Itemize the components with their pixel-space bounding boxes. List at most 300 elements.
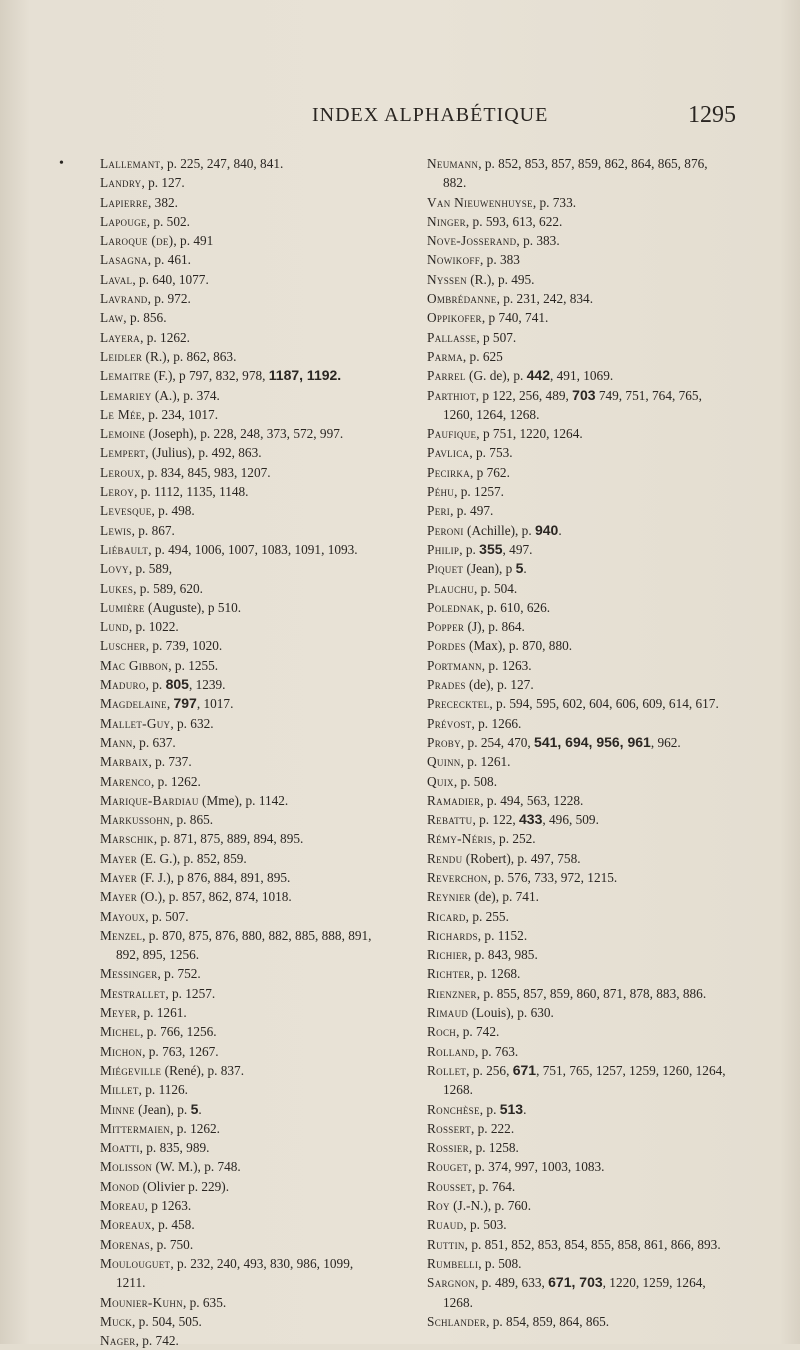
index-entry [100, 347, 382, 366]
index-entry [427, 1215, 727, 1234]
index-entry [427, 308, 727, 327]
index-entry [100, 1196, 382, 1215]
entry-pages: , [166, 696, 174, 712]
entry-name: Mittermaien [100, 1120, 171, 1136]
index-entry [100, 521, 382, 540]
entry-pages: , p. 1126. [138, 1082, 188, 1098]
entry-name: Rémy-Néris [427, 831, 493, 847]
entry-pages: , p. 231, 242, 834. [496, 291, 594, 307]
index-entry [427, 1196, 727, 1215]
index-entry [100, 482, 382, 501]
index-entry [427, 250, 727, 269]
entry-pages: , p. 593, 613, 622. [465, 213, 563, 229]
index-entry [100, 501, 382, 520]
index-entry [427, 1177, 727, 1196]
index-entry [100, 1254, 382, 1293]
entry-name: Lemariey [100, 387, 152, 403]
entry-name: Landry [100, 175, 142, 191]
entry-name: Menzel [100, 927, 143, 943]
index-entry [427, 443, 727, 462]
index-entry [427, 810, 727, 829]
index-entry [427, 849, 727, 868]
entry-name: Ruaud [427, 1217, 464, 1233]
entry-pages: , (Julius), p. 492, 863. [145, 445, 262, 461]
index-entry [100, 1215, 382, 1234]
entry-name: Layera [100, 329, 141, 345]
entry-name: Mayer [100, 869, 137, 885]
index-entry [427, 540, 727, 559]
entry-pages: , p. 504, 505. [132, 1313, 202, 1329]
index-entry [427, 579, 727, 598]
entry-pages: , p. 383. [516, 233, 560, 249]
entry-name: Neumann [427, 156, 479, 171]
entry-pages: , p. [479, 1101, 500, 1117]
entry-name: Ronchèse [427, 1101, 480, 1117]
entry-pages: , p. 1268. [470, 966, 521, 982]
entry-pages: , 382. [148, 194, 178, 210]
entry-name: Nowikoff [427, 252, 481, 268]
entry-pages: (Max), p. 870, 880. [465, 638, 573, 654]
entry-pages: , p. 1266. [471, 715, 522, 731]
entry-pages: (de), p. 127. [465, 677, 534, 693]
entry-pages: , p. 458. [151, 1217, 195, 1233]
index-entry [100, 308, 382, 327]
entry-pages-after: , 1220, 1259, 1264, 1268. [443, 1275, 706, 1310]
index-entry [427, 791, 727, 810]
entry-name: Pecirka [427, 464, 470, 480]
entry-name: Mounier-Kuhn [100, 1294, 183, 1310]
entry-name: Mayoux [100, 908, 146, 924]
entry-name: Maduro [100, 677, 146, 693]
entry-pages: , p. 764. [471, 1178, 516, 1194]
index-entry [427, 829, 727, 848]
entry-pages: , p. 870, 875, 876, 880, 882, 885, 888, 891, 892, 895, 1256. [116, 927, 372, 963]
index-entry [100, 1100, 382, 1119]
entry-pages: , p. 635. [182, 1294, 227, 1310]
entry-pages: , p. 640, 1077. [132, 271, 209, 287]
entry-pages: , p. 742. [456, 1024, 500, 1040]
entry-name: Lewis [100, 522, 132, 538]
index-entry [427, 424, 727, 443]
entry-bold-pages: 355 [479, 540, 503, 557]
index-entry [427, 868, 727, 887]
entry-pages: (Joseph), p. 228, 248, 373, 572, 997. [145, 426, 344, 442]
entry-name: Roch [427, 1024, 457, 1040]
entry-pages: , p. 835, 989. [139, 1140, 210, 1156]
index-entry [427, 501, 727, 520]
index-entry [100, 733, 382, 752]
entry-pages: , p 740, 741. [481, 310, 549, 326]
entry-name: Pavlica [427, 445, 470, 461]
index-entry [100, 579, 382, 598]
index-entry [427, 907, 727, 926]
entry-pages: , p. 504. [474, 580, 518, 596]
index-entry [427, 656, 727, 675]
entry-pages: , p. 225, 247, 840, 841. [160, 156, 284, 171]
index-entry [100, 173, 382, 192]
index-entry [427, 347, 727, 366]
entry-pages: , p. 1262. [140, 329, 190, 345]
entry-pages: , p. 589, [128, 561, 173, 577]
index-entry [100, 1312, 382, 1331]
entry-pages: (de), p. 741. [470, 889, 539, 905]
index-entry [427, 386, 727, 425]
entry-pages: , p. 1262. [170, 1120, 220, 1136]
index-entry [100, 366, 382, 385]
entry-name: Proby [427, 734, 461, 750]
entry-pages: , p. 852, 853, 857, 859, 862, 864, 865, 876, 882. [443, 156, 708, 191]
index-entry [100, 1177, 382, 1196]
entry-pages: , p. 507. [145, 908, 189, 924]
entry-pages: (R.), p. 862, 863. [142, 348, 237, 364]
entry-name: Lumière [100, 599, 145, 615]
index-entry [427, 694, 727, 713]
index-entry [100, 926, 382, 965]
entry-name: Meyer [100, 1005, 137, 1021]
index-entry [100, 386, 382, 405]
entry-pages-after: . [558, 522, 562, 538]
entry-name: Marenco [100, 773, 151, 789]
entry-pages: , p. 234, 1017. [141, 406, 219, 422]
entry-pages-after: , 1017. [196, 696, 234, 712]
running-title: INDEX ALPHABÉTIQUE [312, 104, 549, 126]
entry-pages: , p. 855, 857, 859, 860, 871, 878, 883, 886. [476, 985, 707, 1001]
index-entry [427, 289, 727, 308]
entry-name: Liébault [100, 541, 149, 557]
entry-pages: , p. 737. [148, 754, 192, 770]
entry-name: Lavrand [100, 291, 148, 307]
index-entry [100, 1119, 382, 1138]
entry-bold-pages: 1187, 1192. [268, 367, 342, 384]
index-entry [100, 694, 382, 713]
entry-pages: , p. 232, 240, 493, 830, 986, 1099, 1211. [116, 1255, 354, 1291]
entry-name: Morenas [100, 1236, 150, 1252]
index-entry [427, 617, 727, 636]
entry-pages: , p. 594, 595, 602, 604, 606, 609, 614, 617. [489, 696, 719, 712]
entry-bold-pages: 805 [165, 676, 189, 693]
index-entry [100, 772, 382, 791]
entry-name: Oppikofer [427, 310, 482, 326]
entry-pages: , p. 508. [478, 1255, 522, 1271]
entry-pages: (R.), p. 495. [466, 271, 535, 287]
entry-pages: , p. 753. [469, 445, 513, 461]
entry-pages: , p 751, 1220, 1264. [476, 426, 583, 442]
entry-pages: , p. [459, 541, 480, 557]
index-entry [427, 1022, 727, 1041]
entry-pages-after: . [523, 561, 527, 577]
entry-pages-after: . [198, 1101, 202, 1117]
entry-name: Ramadier [427, 792, 481, 808]
entry-pages: , p. 222. [470, 1120, 515, 1136]
entry-pages: , p. 871, 875, 889, 894, 895. [153, 831, 304, 847]
index-entry [427, 636, 727, 655]
entry-name: Moatti [100, 1140, 140, 1156]
index-entry [100, 1022, 382, 1041]
entry-pages: , p. 508. [453, 773, 498, 789]
entry-pages: , p. 610, 626. [480, 599, 551, 615]
index-entry [100, 212, 382, 231]
entry-name: Quinn [427, 754, 461, 770]
index-entry [427, 154, 727, 193]
index-entry [427, 984, 727, 1003]
index-entry [100, 1061, 382, 1080]
entry-name: Mayer [100, 850, 137, 866]
entry-name: Law [100, 310, 124, 326]
entry-name: Le Mée [100, 406, 142, 422]
index-entry [100, 714, 382, 733]
entry-pages: , p. 637. [132, 734, 176, 750]
entry-pages: , p. 491 [173, 233, 214, 249]
entry-pages: , p. 252. [492, 831, 536, 847]
entry-name: Ruttin [427, 1236, 465, 1252]
entry-name: Peroni [427, 522, 464, 538]
index-entry [427, 675, 727, 694]
index-entry [427, 1157, 727, 1176]
entry-name: Lallemant [100, 156, 161, 171]
entry-pages: , p. 843, 985. [467, 947, 538, 963]
entry-name: Richier [427, 947, 468, 963]
entry-name: Lasagna [100, 252, 148, 268]
entry-pages-after: , 496, 509. [542, 812, 599, 828]
entry-name: Millet [100, 1082, 139, 1098]
index-entry [427, 1254, 727, 1273]
entry-pages: (Olivier p. 229). [139, 1178, 230, 1194]
entry-pages: , p. 742. [135, 1333, 179, 1349]
entry-name: Lund [100, 619, 129, 635]
entry-pages: , p. 867. [131, 522, 175, 538]
index-entry [100, 617, 382, 636]
entry-bold-pages: 513 [499, 1100, 524, 1117]
entry-pages-after: , 962. [650, 734, 681, 750]
entry-name: Lemaitre [100, 368, 151, 384]
entry-name: Lovy [100, 561, 129, 577]
entry-name: Rossert [427, 1120, 471, 1136]
entry-pages: , p. 254, 470, [460, 734, 535, 750]
index-entry [427, 559, 727, 578]
index-column-left [100, 154, 382, 1350]
entry-bold-pages: 442 [526, 367, 550, 384]
entry-pages: , p. 1262. [150, 773, 201, 789]
entry-name: Muck [100, 1313, 133, 1329]
index-entry [100, 868, 382, 887]
entry-name: Pallasse [427, 329, 477, 345]
entry-pages: , p. 1255. [168, 657, 219, 673]
entry-pages-after: . [523, 1101, 527, 1117]
entry-name: Lempert [100, 445, 146, 461]
entry-pages: , p. 127. [141, 175, 185, 191]
index-entry [427, 1061, 727, 1100]
entry-pages: , p. 763, 1267. [142, 1043, 219, 1059]
entry-pages-after: , 497. [502, 541, 533, 557]
entry-name: Mallet-Guy [100, 715, 171, 731]
entry-pages: , p. 461. [147, 252, 191, 268]
entry-pages: , p. 763. [474, 1043, 519, 1059]
entry-name: Levesque [100, 503, 152, 519]
entry-name: Mestrallet [100, 985, 166, 1001]
entry-pages: (J.-N.), p. 760. [449, 1198, 532, 1214]
entry-name: Rousset [427, 1178, 472, 1194]
index-entry [100, 559, 382, 578]
entry-name: Rimaud [427, 1005, 469, 1021]
entry-name: Leroux [100, 464, 141, 480]
entry-pages: , p. 374, 997, 1003, 1083. [468, 1159, 605, 1175]
entry-name: Sargnon [427, 1275, 475, 1291]
entry-name: Miégeville [100, 1062, 162, 1078]
index-entry [100, 193, 382, 212]
index-entry [100, 984, 382, 1003]
entry-name: Rienzner [427, 985, 477, 1001]
entry-pages: , p 122, 256, 489, [475, 387, 573, 403]
entry-name: Philip [427, 541, 460, 557]
index-entry [100, 675, 382, 694]
index-entry [427, 887, 727, 906]
index-entry [100, 1157, 382, 1176]
index-entry [427, 1100, 727, 1119]
entry-name: Rebattu [427, 812, 473, 828]
entry-name: Marschik [100, 831, 154, 847]
entry-pages: (A.), p. 374. [151, 387, 220, 403]
entry-name: Reynier [427, 889, 471, 905]
index-entry [100, 636, 382, 655]
entry-name: Rollet [427, 1062, 467, 1078]
entry-pages-after: , 491, 1069. [550, 368, 614, 384]
entry-pages: , p. 625 [462, 348, 503, 364]
index-entry [427, 733, 727, 752]
entry-name: Moulouguet [100, 1255, 171, 1271]
entry-pages: , p. 122, [472, 812, 520, 828]
entry-name: Michon [100, 1043, 143, 1059]
entry-pages: , p. 503. [463, 1217, 507, 1233]
entry-name: Parthiot [427, 387, 476, 403]
index-entry [100, 791, 382, 810]
index-entry [100, 289, 382, 308]
entry-bold-pages: 541, 694, 956, 961 [534, 733, 651, 750]
entry-bold-pages: 703 [572, 386, 596, 403]
entry-name: Moreaux [100, 1217, 152, 1233]
entry-name: Lapouge [100, 213, 147, 229]
index-entry [100, 849, 382, 868]
entry-name: Péhu [427, 484, 455, 500]
entry-name: Portmann [427, 657, 482, 673]
entry-pages: , p. 383 [480, 252, 520, 268]
index-entry [427, 231, 727, 250]
index-entry [100, 964, 382, 983]
index-entry [427, 463, 727, 482]
entry-pages: , p. 502. [146, 213, 190, 229]
entry-name: Pordes [427, 638, 466, 654]
index-entry [100, 405, 382, 424]
entry-name: Mann [100, 734, 133, 750]
entry-name: Leidler [100, 348, 143, 364]
entry-pages: (Achille), p. [463, 522, 535, 538]
index-entry [427, 714, 727, 733]
index-entry [427, 521, 727, 540]
entry-pages: (F.), p 797, 832, 978, [150, 368, 269, 384]
entry-pages: , p. 834, 845, 983, 1207. [140, 464, 271, 480]
entry-name: Nager [100, 1333, 136, 1349]
index-entry [100, 656, 382, 675]
entry-pages: , p 1263. [144, 1198, 192, 1214]
index-entry [427, 945, 727, 964]
index-entry [100, 907, 382, 926]
entry-name: Markussohn [100, 812, 170, 828]
entry-name: Rolland [427, 1043, 475, 1059]
entry-pages: (Auguste), p 510. [144, 599, 242, 615]
entry-pages: (Jean), p [463, 561, 516, 577]
index-entry [427, 964, 727, 983]
page-number: 1295 [688, 102, 736, 128]
index-entry [100, 829, 382, 848]
entry-pages: , p. 752. [157, 966, 201, 982]
index-entry [427, 212, 727, 231]
entry-pages: , p. 498. [151, 503, 195, 519]
entry-name: Mac Gibbon [100, 657, 169, 673]
index-entry [100, 270, 382, 289]
entry-name: Van Nieuwenhuyse [427, 194, 533, 210]
entry-name: Laval [100, 271, 133, 287]
entry-pages: , p. 489, 633, [475, 1275, 549, 1291]
entry-pages: , p. 766, 1256. [140, 1024, 217, 1040]
index-entry [100, 1293, 382, 1312]
entry-pages: , p. 854, 859, 864, 865. [486, 1313, 610, 1329]
index-entry [100, 154, 382, 173]
entry-name: Minne [100, 1101, 135, 1117]
entry-name: Popper [427, 619, 465, 635]
index-entry [100, 328, 382, 347]
index-entry [100, 1138, 382, 1157]
entry-pages: (Mme), p. 1142. [198, 792, 289, 808]
index-entry [427, 1119, 727, 1138]
index-entry [100, 887, 382, 906]
index-entry [427, 328, 727, 347]
index-entry [427, 1235, 727, 1254]
index-entry [427, 752, 727, 771]
entry-bold-pages: 5 [190, 1100, 199, 1117]
index-entry [427, 598, 727, 617]
index-entry [100, 598, 382, 617]
entry-name: Peri [427, 503, 451, 519]
entry-pages: , p. 256, [466, 1062, 513, 1078]
entry-pages: (F. J.), p 876, 884, 891, 895. [137, 869, 291, 885]
entry-pages: , p. [145, 677, 166, 693]
entry-pages: , p. 497. [450, 503, 494, 519]
entry-pages: , p. 1257. [454, 484, 504, 500]
entry-pages: , p. 1022. [128, 619, 179, 635]
index-entry [427, 772, 727, 791]
entry-name: Richter [427, 966, 471, 982]
entry-name: Ninger [427, 213, 466, 229]
entry-pages: , p. 494, 1006, 1007, 1083, 1091, 1093. [148, 541, 358, 557]
entry-name: Monod [100, 1178, 140, 1194]
entry-pages: (J), p. 864. [464, 619, 525, 635]
index-entry [100, 1080, 382, 1099]
entry-name: Marbaix [100, 754, 149, 770]
entry-pages: , p. 1261. [460, 754, 511, 770]
entry-name: Laroque (de) [100, 233, 174, 249]
index-entry [100, 443, 382, 462]
entry-name: Rouget [427, 1159, 469, 1175]
index-entry [100, 424, 382, 443]
index-entry [100, 231, 382, 250]
index-entry [427, 366, 727, 385]
entry-bold-pages: 5 [515, 560, 524, 577]
entry-name: Parma [427, 348, 463, 364]
entry-pages: , p. 589, 620. [133, 580, 203, 596]
entry-pages: , p 762. [470, 464, 510, 480]
entry-name: Moreau [100, 1198, 145, 1214]
entry-name: Prévost [427, 715, 472, 731]
index-entry [427, 270, 727, 289]
